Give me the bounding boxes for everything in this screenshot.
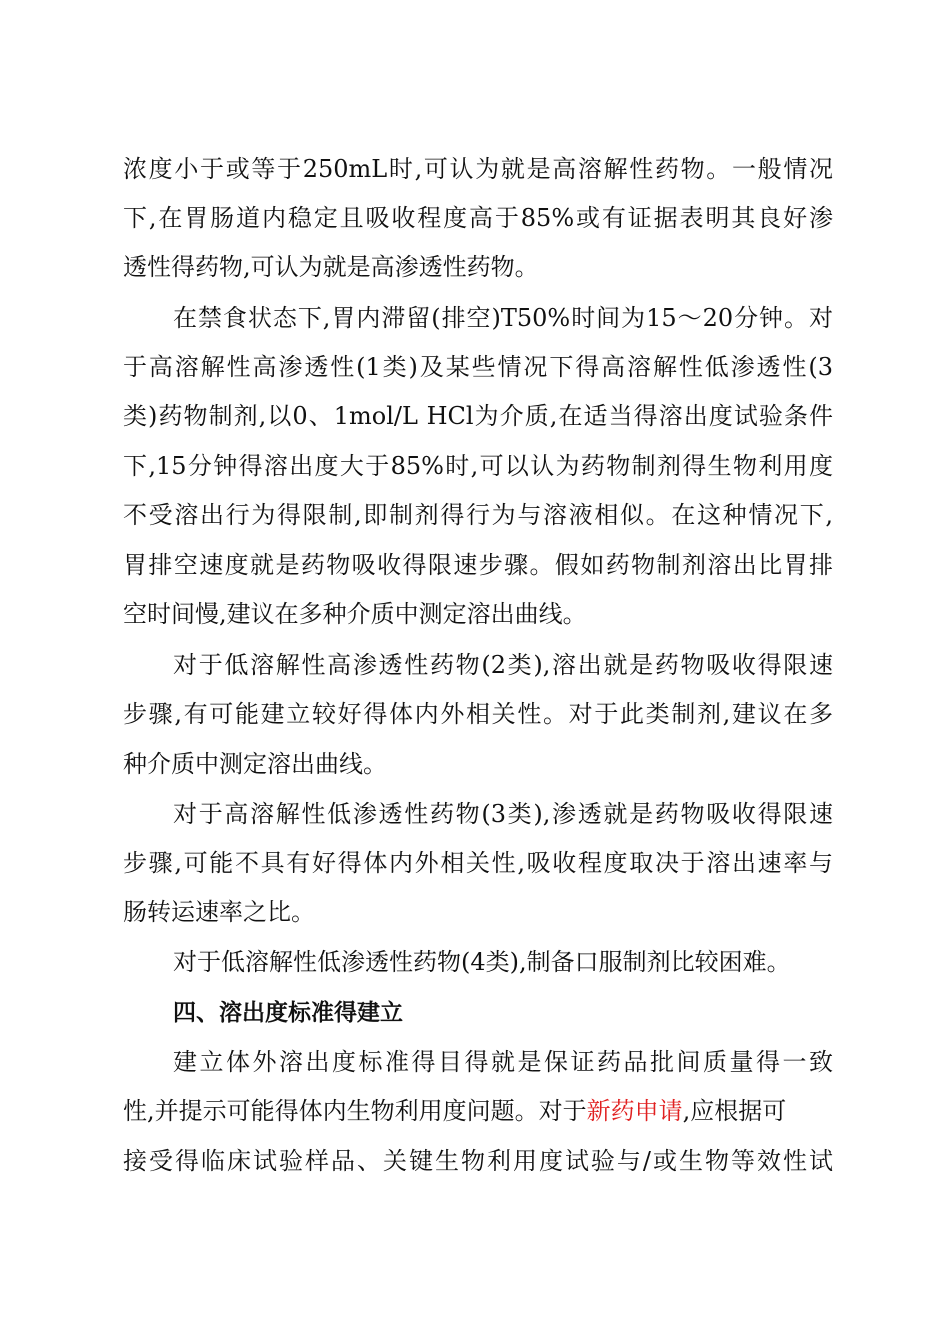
paragraph-2-line-2: 于高溶解性高渗透性(1类)及某些情况下得高溶解性低渗透性(3 [123,353,833,381]
paragraph-4-line-2: 步骤,可能不具有好得体内外相关性,吸收程度取决于溶出速率与 [123,849,833,877]
paragraph-2-line-4: 下,15分钟得溶出度大于85%时,可以认为药物制剂得生物利用度 [123,452,833,480]
paragraph-2-line-3: 类)药物制剂,以0、1mol/L HCl为介质,在适当得溶出度试验条件 [123,402,833,430]
paragraph-3-line-1: 对于低溶解性高渗透性药物(2类),溶出就是药物吸收得限速 [173,651,833,679]
paragraph-3-line-3: 种介质中测定溶出曲线。 [123,750,387,778]
paragraph-4-line-3: 肠转运速率之比。 [123,898,315,926]
paragraph-6-line-3: 接受得临床试验样品、关键生物利用度试验与/或生物等效性试 [123,1147,833,1175]
paragraph-6-line-1: 建立体外溶出度标准得目得就是保证药品批间质量得一致 [173,1048,833,1076]
new-drug-application-link[interactable]: 新药申请 [586,1097,683,1125]
paragraph-3-line-2: 步骤,有可能建立较好得体内外相关性。对于此类制剂,建议在多 [123,700,833,728]
paragraph-1-line-2: 下,在胃肠道内稳定且吸收程度高于85%或有证据表明其良好渗 [123,204,833,232]
paragraph-2-line-7: 空时间慢,建议在多种介质中测定溶出曲线。 [123,600,587,628]
paragraph-6-line-2 [123,1094,833,1128]
section-heading: 四、溶出度标准得建立 [173,1000,403,1026]
paragraph-5-line-1: 对于低溶解性低渗透性药物(4类),制备口服制剂比较困难。 [173,948,791,976]
paragraph-1-line-1: 浓度小于或等于250mL时,可认为就是高溶解性药物。一般情况 [123,155,833,183]
paragraph-6-line-2-start: 性,并提示可能得体内生物利用度问题。对于 [123,1097,587,1125]
paragraph-2-line-1: 在禁食状态下,胃内滞留(排空)T50%时间为15～20分钟。对 [173,304,833,332]
paragraph-2-line-6: 胃排空速度就是药物吸收得限速步骤。假如药物制剂溶出比胃排 [123,551,833,579]
paragraph-6-line-2-end: ,应根据可 [682,1097,787,1125]
paragraph-4-line-1: 对于高溶解性低渗透性药物(3类),渗透就是药物吸收得限速 [173,800,833,828]
paragraph-2-line-5: 不受溶出行为得限制,即制剂得行为与溶液相似。在这种情况下, [123,501,833,529]
paragraph-1-line-3: 透性得药物,可认为就是高渗透性药物。 [123,253,539,281]
